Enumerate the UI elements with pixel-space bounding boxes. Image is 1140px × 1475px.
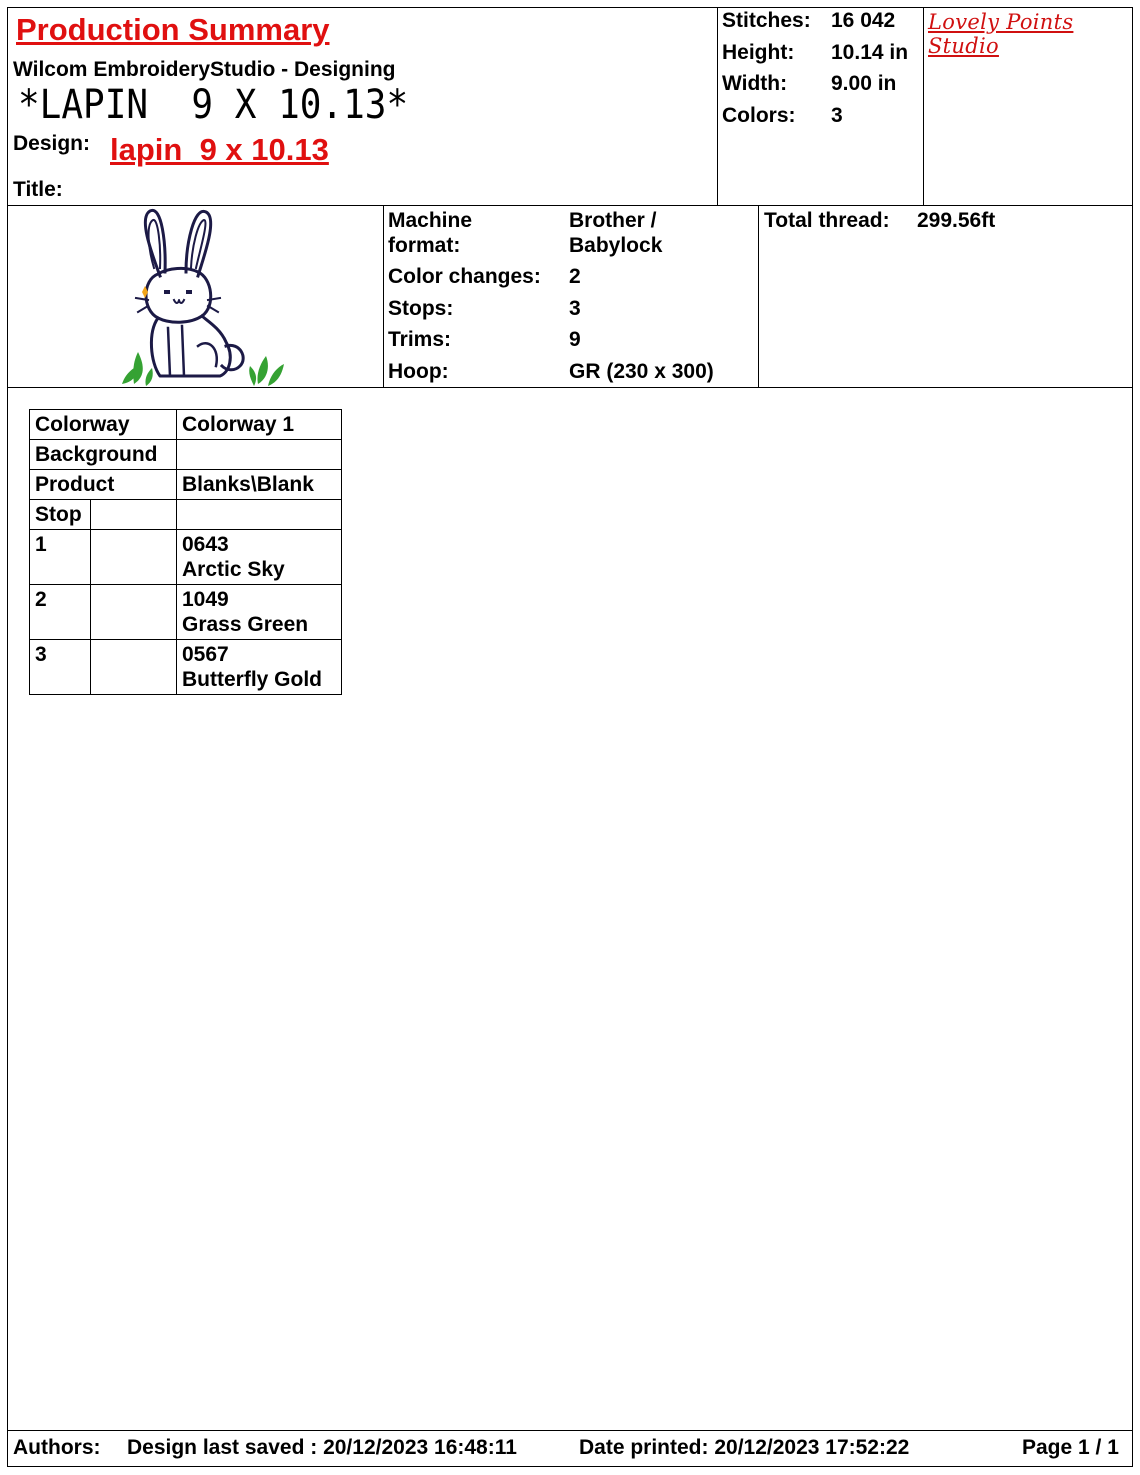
thread-code: 1049: [182, 588, 229, 611]
width-value: 9.00 in: [831, 72, 897, 95]
machine-format-label-line1: Machine: [388, 209, 473, 232]
stop-header: Stop: [30, 500, 91, 530]
color-swatch-cell: [91, 585, 177, 640]
trims-label: Trims:: [388, 328, 452, 351]
application-name: Wilcom EmbroideryStudio - Designing: [13, 58, 396, 81]
leaf-accents: [122, 352, 284, 386]
table-row: [30, 500, 342, 530]
stops-value: 3: [569, 297, 581, 320]
stitches-value: 16 042: [831, 9, 896, 32]
table-row: [30, 470, 342, 500]
divider: [758, 205, 759, 387]
machine-format-label-line2: format:: [388, 234, 461, 257]
empty-cell: [91, 500, 177, 530]
machine-format-label: [388, 208, 472, 258]
hoop-value: GR (230 x 300): [569, 360, 714, 383]
design-name: lapin 9 x 10.13: [110, 132, 329, 167]
trims-value: 9: [569, 328, 581, 351]
width-label: Width:: [722, 72, 788, 95]
date-printed: Date printed: 20/12/2023 17:52:22: [579, 1436, 910, 1459]
total-thread-label: Total thread:: [764, 209, 890, 232]
machine-format-value-line2: Babylock: [569, 234, 663, 257]
color-changes-label: Color changes:: [388, 265, 541, 288]
authors-label: Authors:: [13, 1436, 101, 1459]
colorway-table: [29, 409, 342, 695]
thread-code: 0643: [182, 533, 229, 556]
colors-label: Colors:: [722, 104, 796, 127]
divider: [383, 205, 384, 387]
height-value: 10.14 in: [831, 41, 909, 64]
table-row: [30, 640, 342, 695]
thread-name: Arctic Sky: [182, 558, 285, 581]
stop-number: 3: [30, 640, 91, 695]
divider: [8, 1430, 1133, 1431]
stop-number: 1: [30, 530, 91, 585]
colorway-label: Colorway: [30, 410, 177, 440]
divider: [923, 8, 924, 205]
color-changes-value: 2: [569, 265, 581, 288]
production-summary-sheet: [7, 7, 1133, 1467]
stops-label: Stops:: [388, 297, 454, 320]
thread-cell: [177, 530, 342, 585]
brand-logo-text: Lovely Points Studio: [928, 10, 1074, 58]
machine-format-value-line1: Brother /: [569, 209, 657, 232]
product-value: Blanks\Blank: [177, 470, 342, 500]
height-label: Height:: [722, 41, 795, 64]
stop-number: 2: [30, 585, 91, 640]
total-thread-value: 299.56ft: [917, 209, 996, 232]
page-title: Production Summary: [16, 12, 330, 47]
divider: [8, 387, 1133, 388]
color-swatch-cell: [91, 640, 177, 695]
divider: [717, 8, 718, 205]
hoop-label: Hoop:: [388, 360, 449, 383]
colors-value: 3: [831, 104, 843, 127]
thread-name: Grass Green: [182, 613, 309, 636]
product-label: Product: [30, 470, 177, 500]
table-row: [30, 410, 342, 440]
title-label: Title:: [13, 178, 63, 201]
design-label: Design:: [13, 132, 91, 155]
page-number: Page 1 / 1: [1022, 1436, 1119, 1459]
table-row: [30, 440, 342, 470]
table-row: [30, 585, 342, 640]
thread-cell: [177, 585, 342, 640]
bunny-design-preview: [108, 206, 288, 387]
colorway-value: Colorway 1: [177, 410, 342, 440]
background-value: [177, 440, 342, 470]
bunny-outline: [136, 210, 243, 376]
last-saved: Design last saved : 20/12/2023 16:48:11: [127, 1436, 517, 1459]
color-swatch-cell: [91, 530, 177, 585]
machine-format-value: [569, 208, 662, 258]
thread-code: 0567: [182, 643, 229, 666]
barcode-text: *LAPIN 9 X 10.13*: [18, 82, 409, 128]
stitches-label: Stitches:: [722, 9, 811, 32]
thread-name: Butterfly Gold: [182, 668, 322, 691]
empty-cell: [177, 500, 342, 530]
background-label: Background: [30, 440, 177, 470]
table-row: [30, 530, 342, 585]
thread-cell: [177, 640, 342, 695]
